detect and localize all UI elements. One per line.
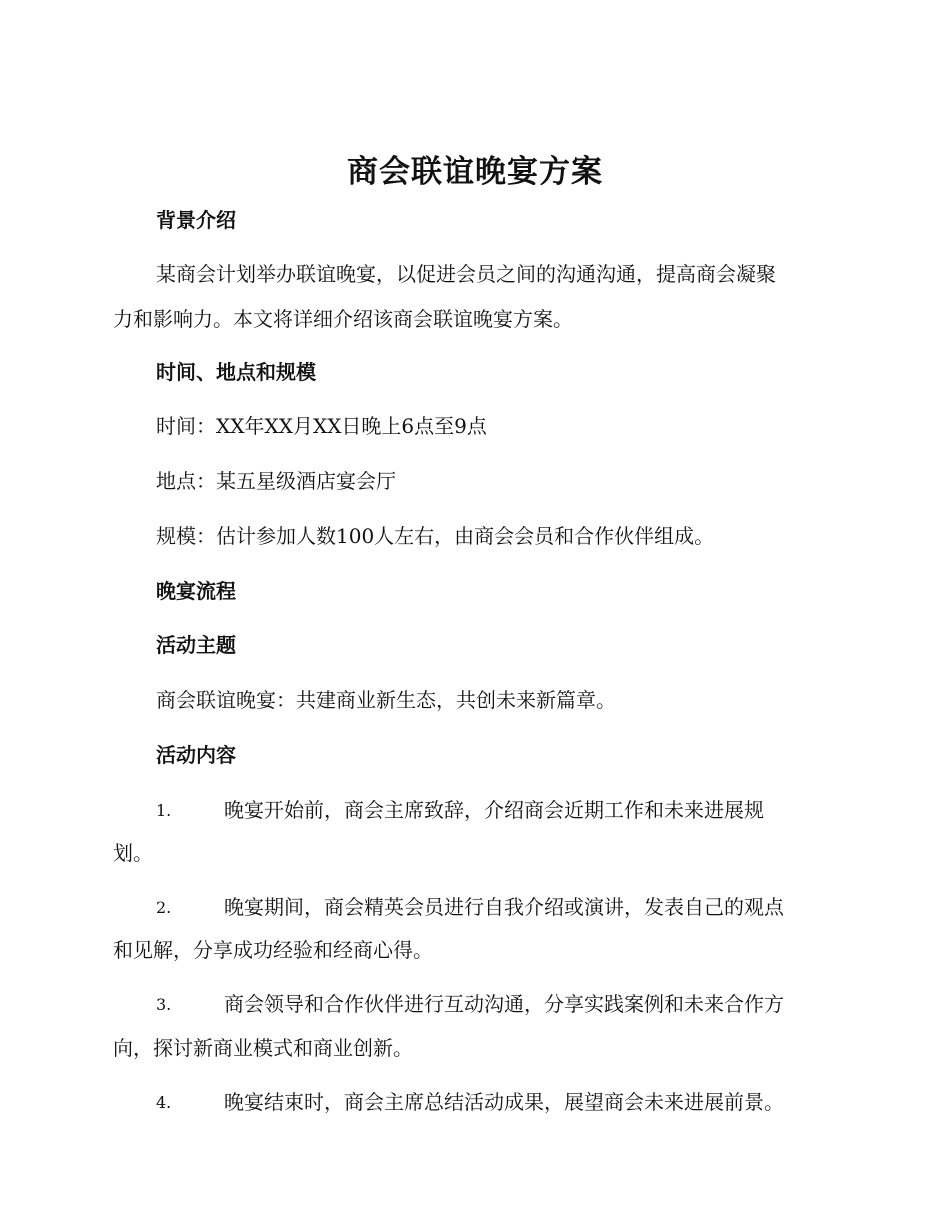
list-item-number: 2. [156,898,172,917]
scale-line: 规模：估计参加人数100人左右，由商会会员和合作伙伴组成。 [156,524,715,548]
section-heading-process: 晚宴流程 [156,579,236,603]
section-heading-time-place: 时间、地点和规模 [156,360,316,384]
theme-text: 商会联谊晚宴：共建商业新生态，共创未来新篇章。 [156,688,616,712]
list-item-number: 4. [156,1093,172,1112]
list-item-line-2: 划。 [113,841,153,865]
list-item-number: 3. [156,995,172,1014]
list-item-line-2: 向，探讨新商业模式和商业创新。 [113,1036,413,1060]
list-item-line-1: 晚宴结束时，商会主席总结活动成果，展望商会未来进展前景。 [224,1090,784,1114]
list-item-line-1: 商会领导和合作伙伴进行互动沟通，分享实践案例和未来合作方 [224,992,784,1016]
list-item-line-1: 晚宴期间，商会精英会员进行自我介绍或演讲，发表自己的观点 [224,895,784,919]
document-title: 商会联谊晚宴方案 [347,154,603,190]
list-item-number: 1. [156,801,172,820]
background-paragraph-line-2: 力和影响力。本文将详细介绍该商会联谊晚宴方案。 [113,307,573,331]
section-heading-background: 背景介绍 [156,208,236,232]
list-item-line-2: 和见解，分享成功经验和经商心得。 [113,938,433,962]
subheading-content: 活动内容 [156,743,236,767]
background-paragraph-line-1: 某商会计划举办联谊晚宴，以促进会员之间的沟通沟通，提高商会凝聚 [156,262,776,286]
place-line: 地点：某五星级酒店宴会厅 [156,469,396,493]
subheading-theme: 活动主题 [156,633,236,657]
list-item-line-1: 晚宴开始前，商会主席致辞，介绍商会近期工作和未来进展规 [224,798,764,822]
time-line: 时间：XX年XX月XX日晚上6点至9点 [156,414,487,438]
